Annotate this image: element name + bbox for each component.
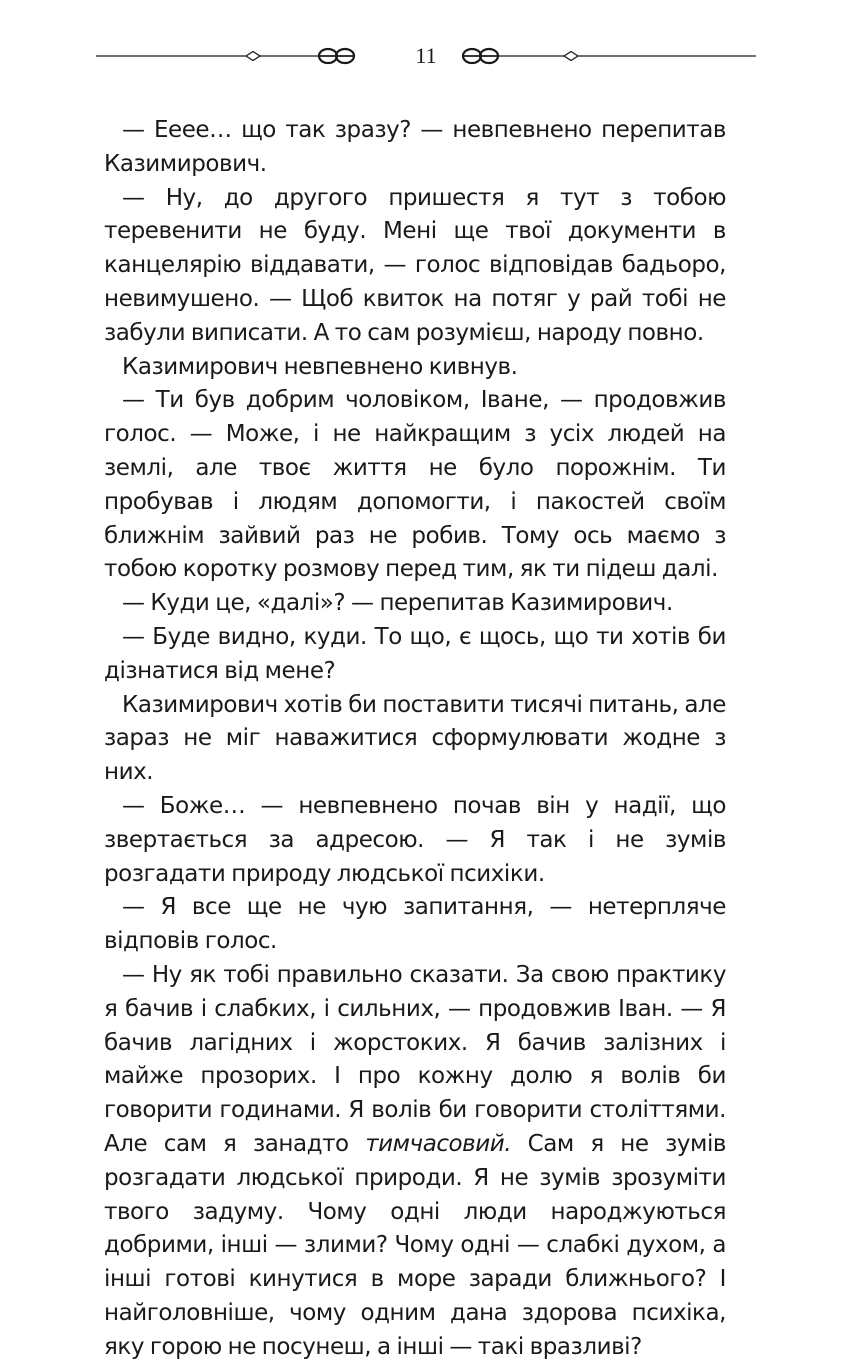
paragraph [104,959,726,1364]
paragraph: Казимирович хотів би поставити тисячі питань, але зараз не міг наважитися сформулювати жодне з них. [104,691,726,786]
paragraph: — Ееее… що так зразу? — невпевнено перепитав Казимирович. [104,117,726,177]
emphasized-word: тимчасовий. [365,1130,512,1157]
page-header [96,36,756,76]
paragraph: — Куди це, «далі»? — перепитав Казимирович. [122,590,673,617]
paragraph-text: — Ну як тобі правильно сказати. За свою практику я бачив і слабких, і сильних, — продовжив Іван. — Я бачив лагідних і жорстоких. Я бачив залізних і майже прозорих. І про кожну долю я волів би говорити годинами. Я волів би говорити століттями. Але сам я занадто [104,961,726,1157]
paragraph: — Ну, до другого пришестя я тут з тобою теревенити не буду. Мені ще твої документи в канцелярію віддавати, — голос відповідав бадьоро, невимушено. — Щоб квиток на потяг у рай тобі не забули виписати. А то сам розумієш, народу повно. [104,184,726,346]
paragraph: — Ти був добрим чоловіком, Іване, — продовжив голос. — Може, і не найкращим з усіх людей на землі, але твоє життя не було порожнім. Ти пробував і людям допомогти, і пакостей своїм ближнім зайвий раз не робив. Тому ось маємо з тобою коротку розмову перед тим, як ти підеш далі. [104,387,726,583]
page-body [104,114,726,1364]
paragraph: — Я все ще не чую запитання, — нетерпляче відповів голос. [104,894,726,955]
paragraph: Казимирович невпевнено кивнув. [122,353,518,380]
paragraph-text: Сам я не зумів розгадати людської природи. Я не зумів зрозуміти твого задуму. Чому одні люди народжуються добрими, інші — злими? Чому одні — слабкі духом, а інші готові кинутися в море заради ближнього? І найголовніше, чому одним дана здорова психіка, яку горою не посунеш, а інші — такі вразливі? [104,1130,726,1360]
paragraph: — Буде видно, куди. То що, є щось, що ти хотів би дізнатися від мене? [104,623,726,684]
paragraph: — Боже… — невпевнено почав він у надії, що звертається за адресою. — Я так і не зумів розгадати природу людської психіки. [104,792,726,887]
page-number: 11 [415,43,437,68]
